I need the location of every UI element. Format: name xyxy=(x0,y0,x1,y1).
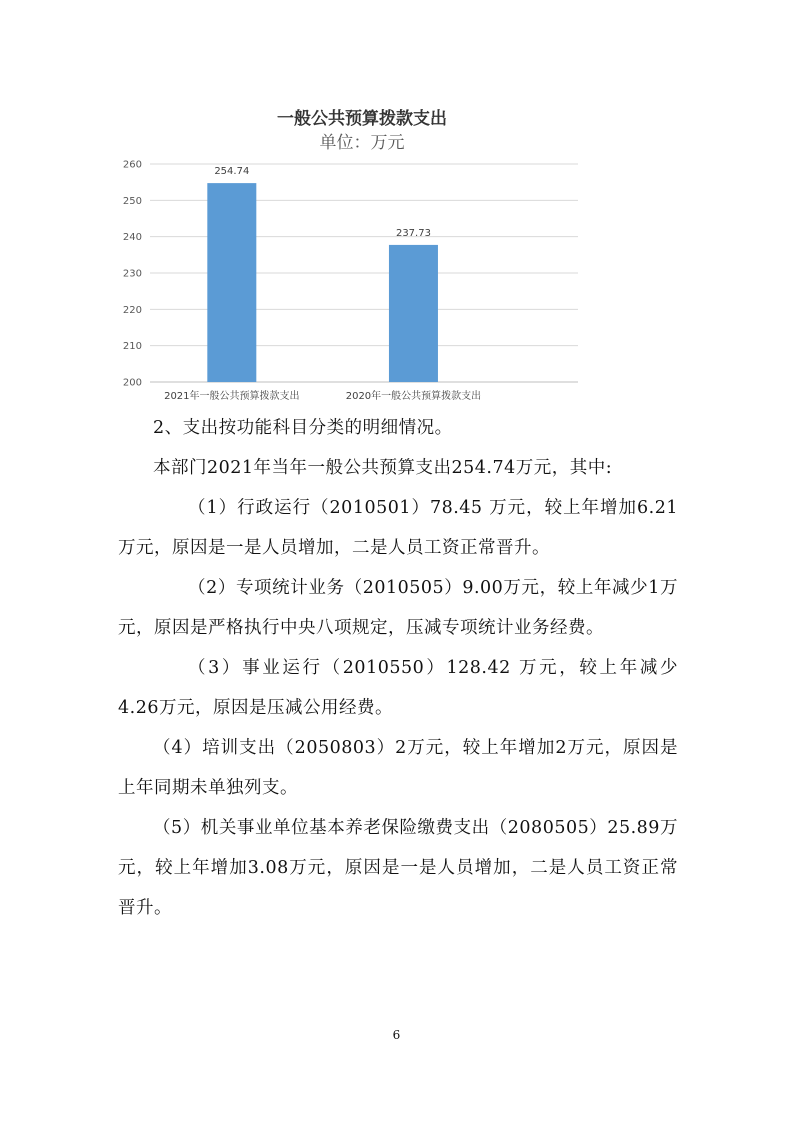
item-paragraph-3: （3）事业运行（2010550）128.42 万元，较上年减少4.26万元，原因是压减公用经费。 xyxy=(118,658,678,718)
bar-1 xyxy=(207,183,256,382)
y-tick-label: 200 xyxy=(122,377,142,389)
chart-subtitle: 单位：万元 xyxy=(319,133,405,153)
page-number: 6 xyxy=(392,1028,401,1042)
chart-title: 一般公共预算拨款支出 xyxy=(277,109,447,129)
category-label-1: 2021年一般公共预算拨款支出 xyxy=(164,391,300,402)
y-tick-label: 250 xyxy=(122,195,142,207)
y-tick-label: 240 xyxy=(122,232,142,244)
item-paragraph-5: （5）机关事业单位基本养老保险缴费支出（2080505）25.89万元，较上年增加3.08万元，原因是一是人员增加，二是人员工资正常晋升。 xyxy=(118,818,678,918)
y-tick-label: 210 xyxy=(122,341,142,353)
section-heading: 2、支出按功能科目分类的明细情况。 xyxy=(153,418,453,438)
bar-2 xyxy=(389,245,438,382)
item-paragraph-1: （1）行政运行（2010501）78.45 万元，较上年增加6.21万元，原因是一是人员增加，二是人员工资正常晋升。 xyxy=(118,498,678,558)
bars xyxy=(164,166,481,402)
data-label-2: 237.73 xyxy=(395,227,431,239)
data-label-1: 254.74 xyxy=(214,166,250,178)
bar-chart xyxy=(0,0,793,410)
category-label-2: 2020年一般公共预算拨款支出 xyxy=(345,391,482,402)
intro-paragraph: 本部门2021年当年一般公共预算支出254.74万元，其中: xyxy=(153,458,613,478)
item-paragraph-2: （2）专项统计业务（2010505）9.00万元，较上年减少1万元，原因是严格执行中央八项规定，压减专项统计业务经费。 xyxy=(118,578,678,638)
item-paragraph-4: （4）培训支出（2050803）2万元，较上年增加2万元，原因是上年同期未单独列支。 xyxy=(118,738,678,798)
y-tick-label: 230 xyxy=(122,268,142,280)
y-tick-label: 260 xyxy=(122,159,142,171)
y-axis-ticks xyxy=(123,160,142,389)
body-text xyxy=(118,408,678,928)
y-tick-label: 220 xyxy=(122,304,142,316)
